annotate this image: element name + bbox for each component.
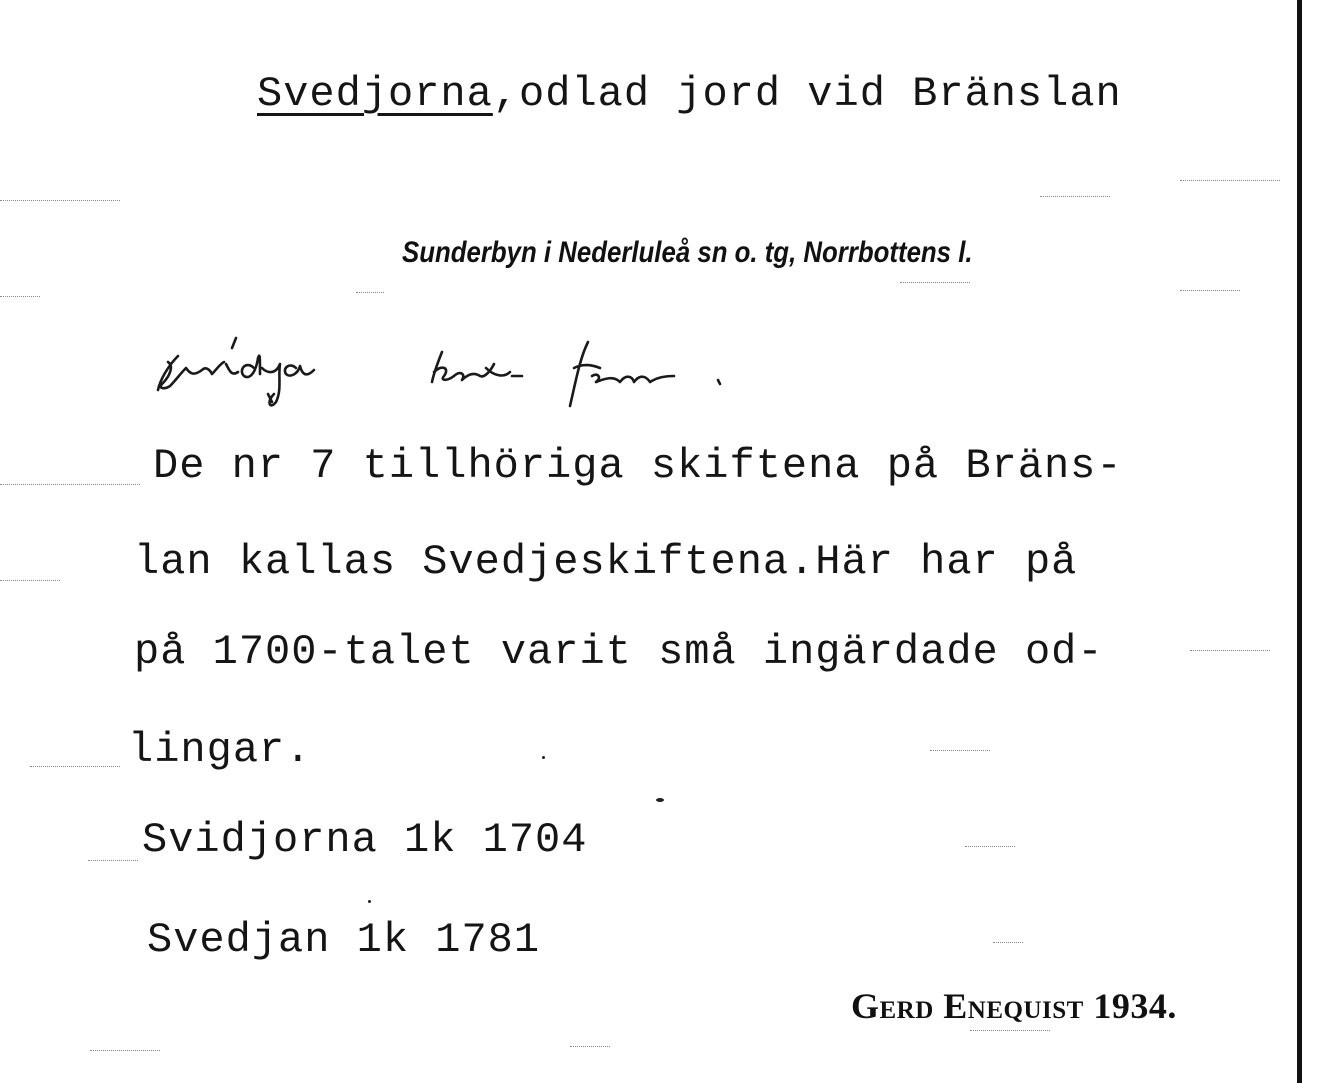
body-line: lan kallas Svedjeskiftena.Här har på [134,538,1078,586]
ruled-line [1180,290,1240,291]
ruled-line [0,200,120,201]
card-edge-line [1297,0,1302,1083]
ruled-line [88,860,138,861]
signature: Gerd Enequist 1934. [851,986,1177,1026]
location-line: Sunderbyn i Nederluleå sn o. tg, Norrbottens l. [402,236,973,269]
ruled-line [930,750,990,751]
ruled-line [570,1046,610,1047]
ink-speck [542,756,545,759]
ink-speck [368,900,371,903]
ruled-line [90,1050,160,1051]
ruled-line [1190,650,1270,651]
title-description: ,odlad jord vid Bränslan [492,70,1122,118]
ruled-line [900,282,970,283]
ruled-line [1180,180,1280,181]
body-line: lingar. [128,726,312,774]
ruled-line [965,846,1015,847]
historical-form: Svedjan 1k 1781 [147,916,541,964]
ruled-line [356,292,384,293]
ruled-line [1040,196,1110,197]
ruled-line [993,942,1023,943]
ruled-line [30,766,120,767]
ruled-line [0,296,40,297]
card-title [257,70,1122,118]
ruled-line [970,1030,1050,1031]
ink-speck [656,798,664,802]
handwritten-note [150,318,750,428]
historical-form: Svidjorna 1k 1704 [142,816,588,864]
body-line: på 1700-talet varit små ingärdade od- [134,628,1104,676]
body-line: De nr 7 tillhöriga skiftena på Bräns- [153,442,1123,490]
ruled-line [0,484,140,485]
headword: Svedjorna [257,70,493,118]
ruled-line [0,580,60,581]
